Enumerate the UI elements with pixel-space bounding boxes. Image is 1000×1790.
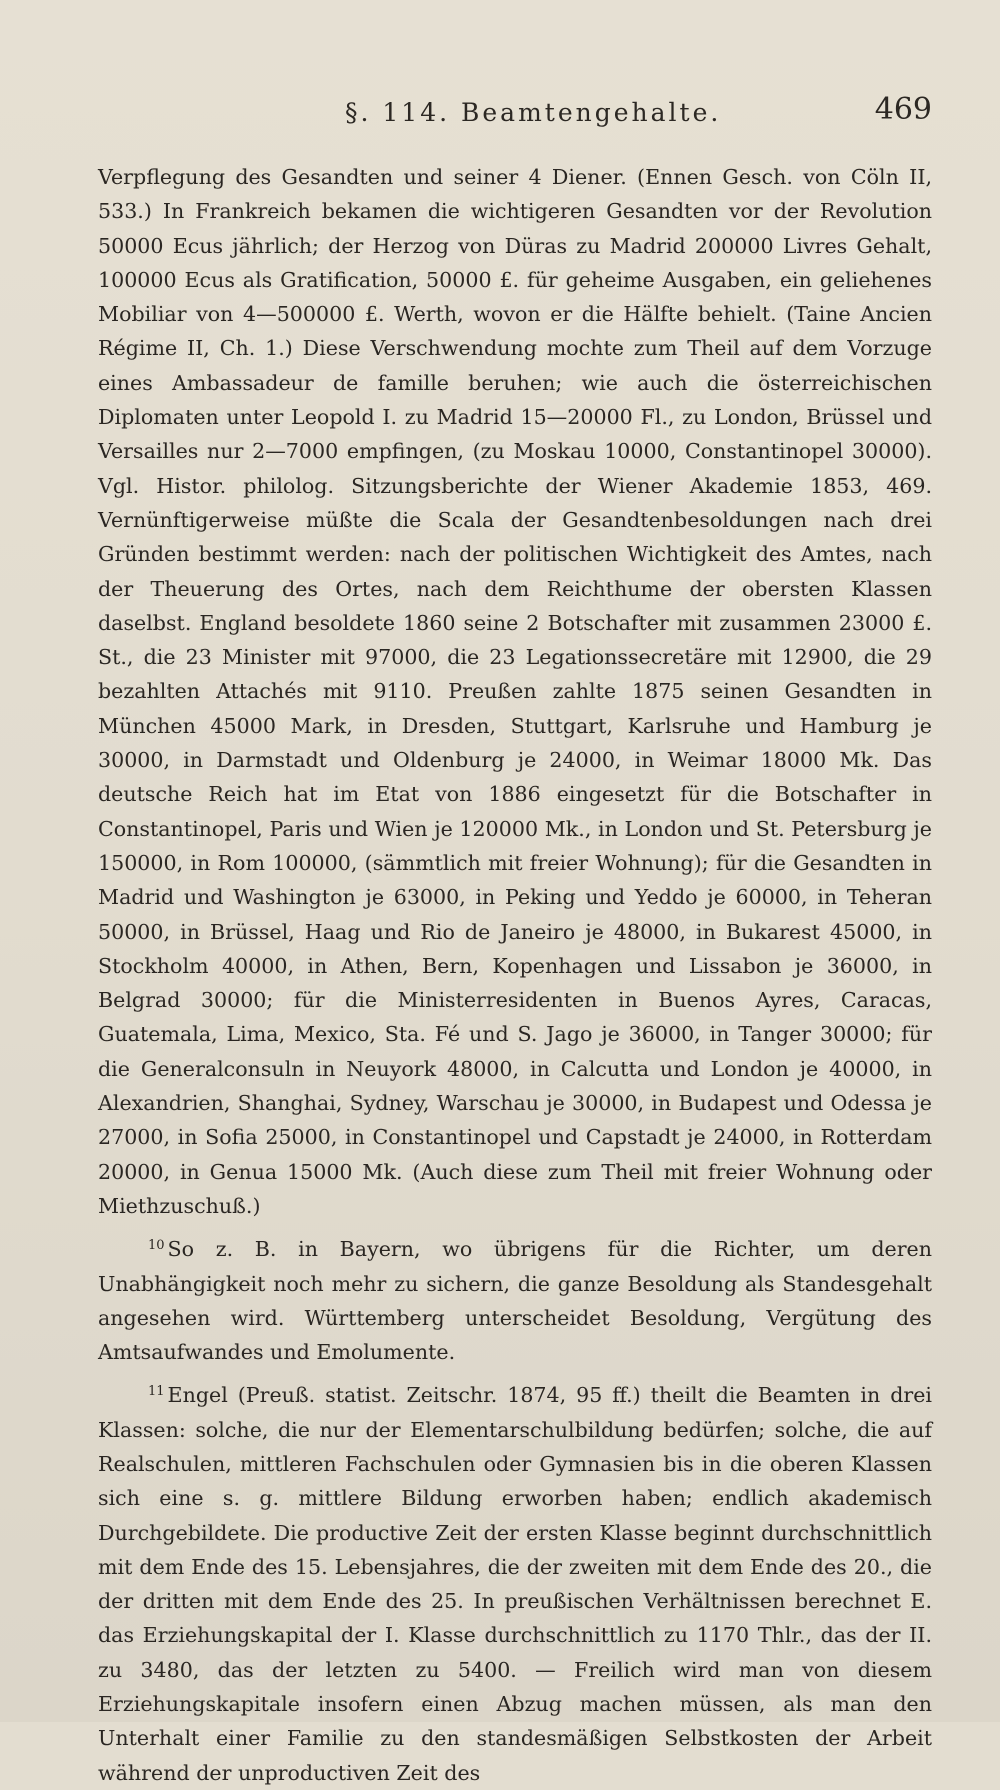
footnote-marker: 11 — [148, 1384, 165, 1400]
footnote-marker: 10 — [148, 1238, 165, 1254]
footnote-text: So z. B. in Bayern, wo übrigens für die Richter, um deren Unabhängigkeit noch mehr zu sichern, die ganze Besoldung als Standesgehalt angesehen wird. Württemberg unterscheidet Besoldung, Vergütung des Amtsaufwandes und Emolumente. — [98, 1237, 932, 1365]
body-text — [98, 160, 932, 1790]
page-number: 469 — [874, 92, 932, 127]
footnote-text: Engel (Preuß. statist. Zeitschr. 1874, 95 ff.) theilt die Beamten in drei Klassen: solche, die nur der Elementarschulbildung bedürfen; solche, die auf Realschulen, mittleren Fachschulen oder Gymnasien bis in die oberen Klassen sich eine s. g. mittlere Bildung erworben haben; endlich akademisch Durchgebildete. Die productive Zeit der ersten Klasse beginnt durchschnittlich mit dem Ende des 15. Lebensjahres, die der zweiten mit dem Ende des 20., die der dritten mit dem Ende des 25. In preußischen Verhältnissen berechnet E. das Erziehungskapital der I. Klasse durchschnittlich zu 1170 Thlr., das der II. zu 3480, das der letzten zu 5400. — Freilich wird man von diesem Erziehungskapitale insofern einen Abzug machen müssen, als man den Unterhalt einer Familie zu den standesmäßigen Selbstkosten der Arbeit während der unproductiven Zeit des — [98, 1383, 932, 1785]
running-title: §. 114. Beamtengehalte. — [345, 98, 722, 127]
footnote-11 — [98, 1375, 932, 1790]
page-header — [90, 92, 932, 140]
main-paragraph: Verpflegung des Gesandten und seiner 4 Diener. (Ennen Gesch. von Cöln II, 533.) In Frankreich bekamen die wichtigeren Gesandten vor der Revolution 50000 Ecus jährlich; der Herzog von Düras zu Madrid 200000 Livres Gehalt, 100000 Ecus als Gratification, 50000 £. für geheime Ausgaben, ein geliehenes Mobiliar von 4—500000 £. Werth, wovon er die Hälfte behielt. (Taine Ancien Régime II, Ch. 1.) Diese Verschwendung mochte zum Theil auf dem Vorzuge eines Ambassadeur de famille beruhen; wie auch die österreichischen Diplomaten unter Leopold I. zu Madrid 15—20000 Fl., zu London, Brüssel und Versailles nur 2—7000 empfingen, (zu Moskau 10000, Constantinopel 30000). Vgl. Histor. philolog. Sitzungsberichte der Wiener Akademie 1853, 469. Vernünftigerweise müßte die Scala der Gesandtenbesoldungen nach drei Gründen bestimmt werden: nach der politischen Wichtigkeit des Amtes, nach der Theuerung des Ortes, nach dem Reichthume der obersten Klassen daselbst. England besoldete 1860 seine 2 Botschafter mit zusammen 23000 £. St., die 23 Minister mit 97000, die 23 Legationssecretäre mit 12900, die 29 bezahlten Attachés mit 9110. Preußen zahlte 1875 seinen Gesandten in München 45000 Mark, in Dresden, Stuttgart, Karlsruhe und Hamburg je 30000, in Darmstadt und Oldenburg je 24000, in Weimar 18000 Mk. Das deutsche Reich hat im Etat von 1886 eingesetzt für die Botschafter in Constantinopel, Paris und Wien je 120000 Mk., in London und St. Petersburg je 150000, in Rom 100000, (sämmtlich mit freier Wohnung); für die Gesandten in Madrid und Washington je 63000, in Peking und Yeddo je 60000, in Teheran 50000, in Brüssel, Haag und Rio de Janeiro je 48000, in Bukarest 45000, in Stockholm 40000, in Athen, Bern, Kopenhagen und Lissabon je 36000, in Belgrad 30000; für die Ministerresidenten in Buenos Ayres, Caracas, Guatemala, Lima, Mexico, Sta. Fé und S. Jago je 36000, in Tanger 30000; für die Generalconsuln in Neuyork 48000, in Calcutta und London je 40000, in Alexandrien, Shanghai, Sydney, Warschau je 30000, in Budapest und Odessa je 27000, in Sofia 25000, in Constantinopel und Capstadt je 24000, in Rotterdam 20000, in Genua 15000 Mk. (Auch diese zum Theil mit freier Wohnung oder Miethzuschuß.) — [98, 165, 932, 1218]
footnote-10 — [98, 1229, 932, 1369]
